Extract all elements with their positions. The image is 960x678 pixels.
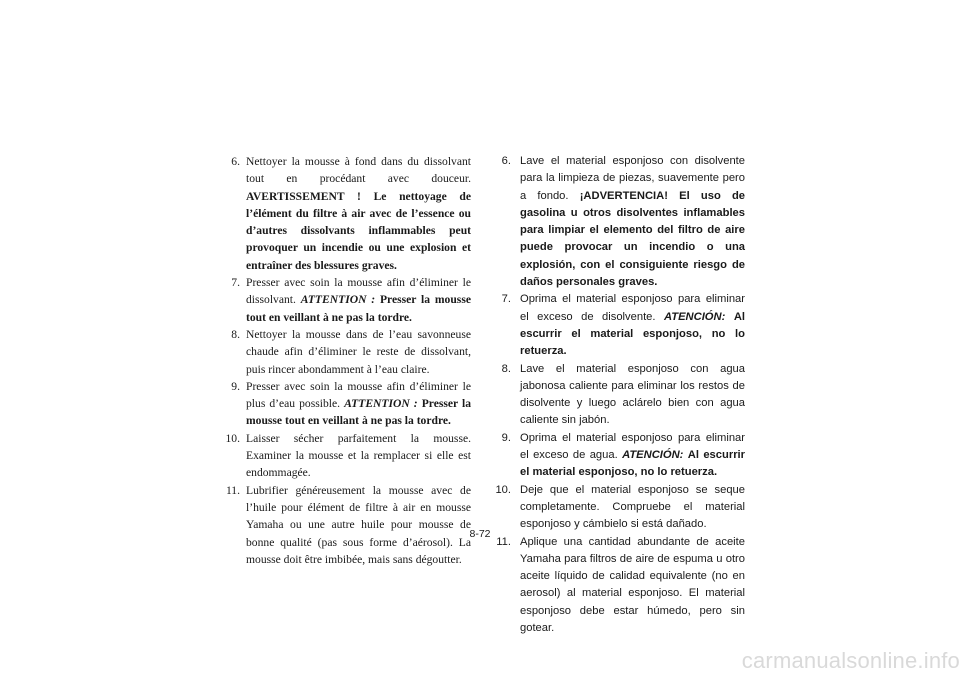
item-text: Oprima el material esponjoso para eliminar el exceso de agua. — [520, 431, 745, 462]
watermark: carmanualsonline.info — [741, 648, 960, 673]
item-text: Oprima el material esponjoso para eliminar el exceso de disolvente. — [520, 293, 745, 323]
list-item — [495, 482, 745, 534]
list-item — [228, 274, 471, 326]
item-text: Presser avec soin la mousse afin d’éliminer le dissolvant. — [246, 276, 471, 307]
item-number: 6. — [231, 155, 240, 168]
list-item — [495, 291, 745, 360]
list-item — [228, 326, 471, 378]
warning-text: ¡ADVERTENCIA! El uso de gasolina u otros disolventes inflamables para limpiar el elemento del filtro de aire puede provocar un incendio o una explosión, con el consiguiente riesgo de daños personales graves. — [520, 189, 746, 289]
item-number: 10. — [495, 483, 511, 496]
item-number: 6. — [501, 155, 511, 167]
item-text: Laisser sécher parfaitement la mousse. Examiner la mousse et la remplacer si elle est endommagée. — [246, 431, 471, 480]
list-item — [228, 153, 471, 274]
page-number: 8-72 — [469, 528, 491, 540]
attention-text: Presser la mousse tout en veillant à ne pas la tordre. — [246, 397, 471, 428]
attention-label: ATTENTION : — [300, 293, 376, 307]
item-number: 7. — [501, 293, 511, 306]
item-text: Lubrifier généreusement la mousse avec de l’huile pour élément de filtre à air en mousse Yamaha ou une autre huile pour mousse de bonne qualité (pas sous forme d’aérosol). La mousse doit être imbibée, mais sans dégoutter. — [246, 483, 471, 566]
list-item — [225, 482, 471, 568]
item-text: Presser avec soin la mousse afin d’éliminer le plus d’eau possible. — [246, 379, 471, 411]
attention-text: Al escurrir el material esponjoso, no lo retuerza. — [520, 449, 746, 479]
attention-text: Al escurrir el material esponjoso, no lo retuerza. — [520, 310, 745, 358]
list-item — [495, 153, 745, 291]
item-number: 8. — [501, 362, 511, 375]
attention-label: ATENCIÓN: — [622, 449, 684, 462]
item-text: Nettoyer la mousse à fond dans du dissolvant tout en procédant avec douceur. — [246, 155, 471, 186]
list-item — [225, 430, 471, 482]
item-number: 10. — [225, 431, 240, 445]
item-text: Lave el material esponjoso con disolvente para la limpieza de piezas, suavemente pero a fondo. — [520, 155, 745, 202]
attention-label: ATENCIÓN: — [664, 310, 726, 323]
attention-label: ATTENTION : — [344, 397, 418, 411]
item-number: 7. — [231, 276, 240, 290]
french-column — [225, 153, 471, 568]
list-item — [495, 534, 745, 638]
list-item — [495, 361, 745, 430]
item-text: Nettoyer la mousse dans de l’eau savonneuse chaude afin d’éliminer le reste de dissolvant, puis rincer abondamment à l’eau claire. — [246, 327, 471, 376]
attention-text: Presser la mousse tout en veillant à ne pas la tordre. — [246, 293, 471, 324]
item-number: 8. — [231, 327, 240, 341]
item-number: 11. — [496, 535, 511, 548]
item-number: 11. — [225, 483, 240, 497]
item-text: Deje que el material esponjoso se seque completamente. Compruebe el material esponjoso y cámbielo si está dañado. — [520, 483, 745, 531]
list-item — [495, 430, 745, 482]
item-number: 9. — [231, 379, 240, 393]
list-item — [228, 378, 471, 430]
warning-text: AVERTISSEMENT ! Le nettoyage de l’élément du filtre à air avec de l’essence ou d’autres dissolvants inflammables peut provoquer un incendie ou une explosion et entraîner des blessures graves. — [246, 189, 471, 272]
spanish-column — [495, 153, 745, 637]
item-text: Aplique una cantidad abundante de aceite Yamaha para filtros de aire de espuma u otro aceite líquido de calidad equivalente (no en aerosol) al material esponjoso. El material esponjoso debe estar húmedo, pero sin gotear. — [520, 535, 745, 635]
item-number: 9. — [501, 431, 511, 444]
item-text: Lave el material esponjoso con agua jabonosa caliente para eliminar los restos de disolvente y luego aclárelo bien con agua caliente sin jabón. — [520, 362, 745, 427]
